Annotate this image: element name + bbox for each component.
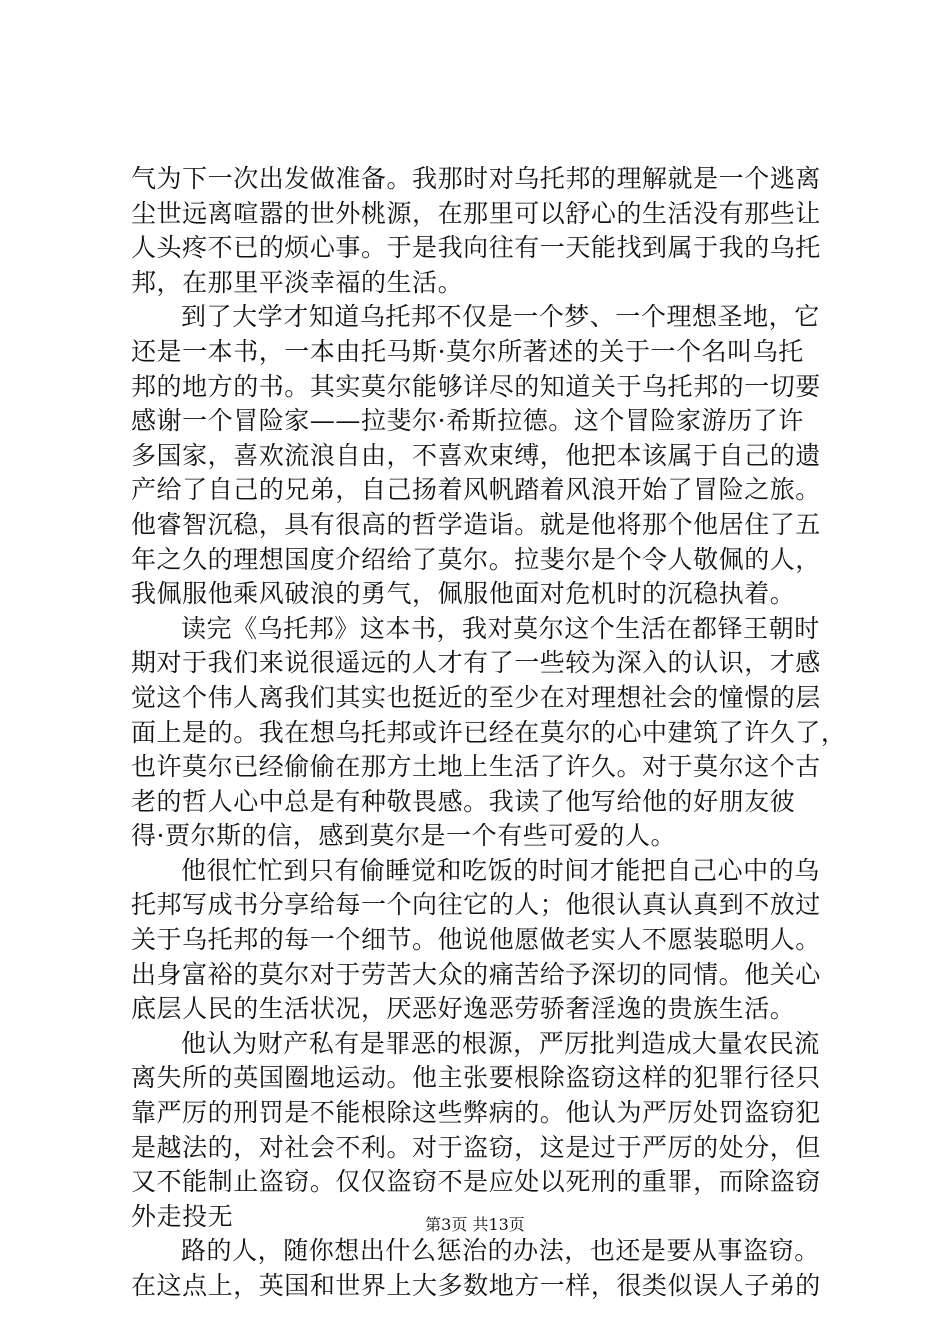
text-line: 是越法的，对社会不利。对于盗窃，这是过于严厉的处分，但	[131, 1132, 821, 1162]
text-line: 在这点上，英国和世界上大多数地方一样，很类似误人子弟的	[131, 1271, 821, 1300]
text-line: 邦，在那里平淡幸福的生活。	[131, 267, 464, 297]
text-line: 底层人民的生活状况，厌恶好逸恶劳骄奢淫逸的贵族生活。	[131, 994, 796, 1024]
document-body	[131, 162, 847, 1304]
text-line: 他认为财产私有是罪恶的根源，严厉批判造成大量农民流	[181, 1028, 820, 1058]
text-line: 又不能制止盗窃。仅仅盗窃不是应处以死刑的重罪，而除盗窃	[131, 1167, 821, 1197]
text-line: 年之久的理想国度介绍给了莫尔。拉斐尔是个令人敬佩的人，	[131, 544, 821, 574]
text-line: 邦的地方的书。其实莫尔能够详尽的知道关于乌托邦的一切要	[131, 371, 821, 401]
text-line: 也许莫尔已经偷偷在那方土地上生活了许久。对于莫尔这个古	[131, 752, 821, 782]
text-line: 老的哲人心中总是有种敬畏感。我读了他写给他的好朋友彼	[131, 786, 796, 816]
text-line: 路的人，随你想出什么惩治的办法，也还是要从事盗窃。	[181, 1236, 820, 1266]
text-line: 气为下一次出发做准备。我那时对乌托邦的理解就是一个逃离	[131, 164, 821, 193]
text-line: 觉这个伟人离我们其实也挺近的至少在对理想社会的憧憬的层	[131, 682, 821, 712]
text-line: 他睿智沉稳，具有很高的哲学造诣。就是他将那个他居住了五	[131, 509, 821, 539]
text-line: 托邦写成书分享给每一个向往它的人；他很认真认真到不放过	[131, 890, 821, 920]
text-line: 期对于我们来说很遥远的人才有了一些较为深入的认识，才感	[131, 648, 821, 678]
text-line: 靠严厉的刑罚是不能根除这些弊病的。他认为严厉处罚盗窃犯	[131, 1098, 821, 1128]
text-line: 面上是的。我在想乌托邦或许已经在莫尔的心中建筑了许久了，	[131, 717, 847, 747]
text-line: 我佩服他乘风破浪的勇气，佩服他面对危机时的沉稳执着。	[131, 579, 796, 609]
page-footer	[0, 1214, 950, 1236]
text-line: 尘世远离喧嚣的世外桃源，在那里可以舒心的生活没有那些让	[131, 198, 821, 228]
text-line: 出身富裕的莫尔对于劳苦大众的痛苦给予深切的同情。他关心	[131, 959, 821, 989]
text-line: 多国家，喜欢流浪自由，不喜欢束缚，他把本该属于自己的遗	[131, 440, 821, 470]
text-line: 读完《乌托邦》这本书，我对莫尔这个生活在都铎王朝时	[181, 613, 820, 643]
text-line: 到了大学才知道乌托邦不仅是一个梦、一个理想圣地，它	[181, 302, 820, 332]
text-line: 还是一本书，一本由托马斯·莫尔所著述的关于一个名叫乌托	[131, 336, 804, 366]
text-line: 人头疼不已的烦心事。于是我向往有一天能找到属于我的乌托	[131, 233, 821, 263]
text-line: 感谢一个冒险家——拉斐尔·希斯拉德。这个冒险家游历了许	[131, 406, 804, 436]
text-line: 他很忙忙到只有偷睡觉和吃饭的时间才能把自己心中的乌	[181, 855, 820, 885]
text-line: 外走投无	[131, 1201, 234, 1231]
text-line: 离失所的英国圈地运动。他主张要根除盗窃这样的犯罪行径只	[131, 1063, 821, 1093]
text-line: 得·贾尔斯的信，感到莫尔是一个有些可爱的人。	[131, 821, 677, 851]
text-line: 关于乌托邦的每一个细节。他说他愿做老实人不愿装聪明人。	[131, 925, 821, 955]
page-number-label: 第3页 共13页	[425, 1215, 525, 1234]
text-line: 产给了自己的兄弟，自己扬着风帆踏着风浪开始了冒险之旅。	[131, 475, 821, 505]
